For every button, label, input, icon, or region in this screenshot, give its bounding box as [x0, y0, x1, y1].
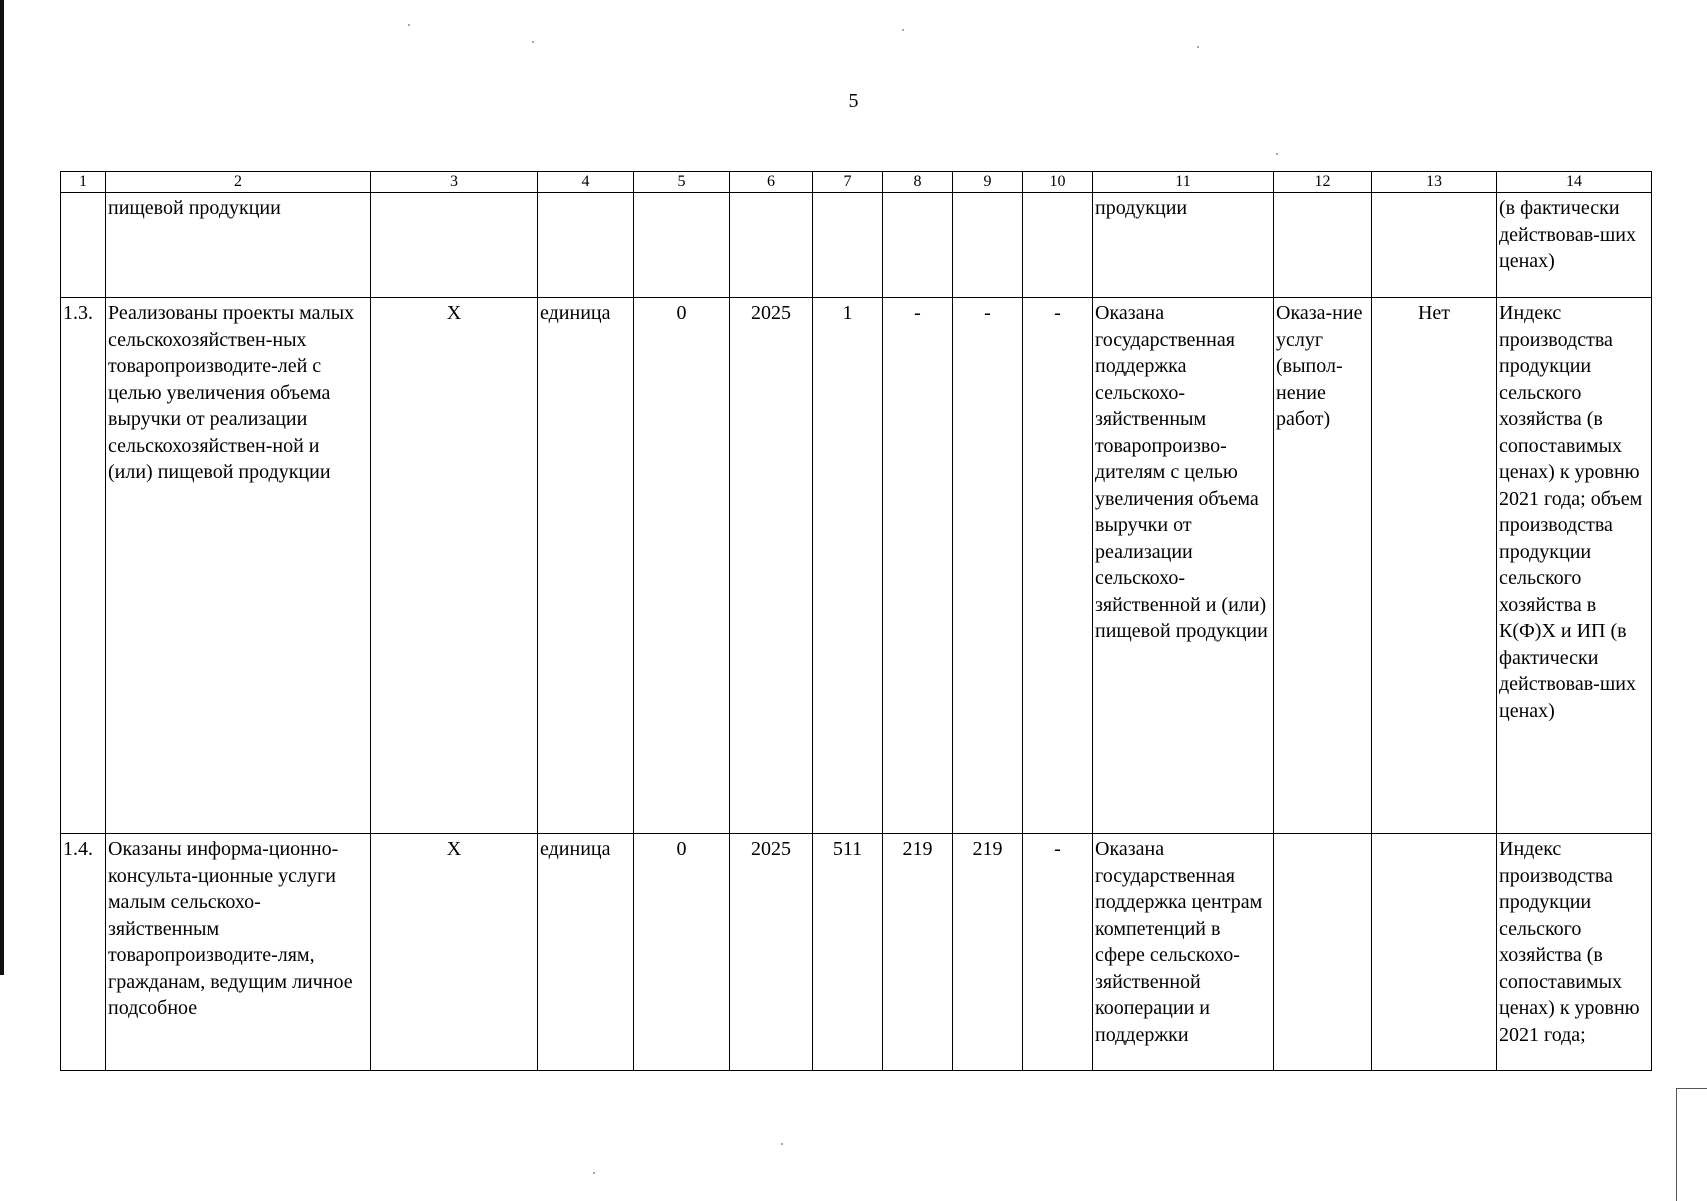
cell-col13: Нет: [1372, 298, 1497, 834]
cell-indicator: (в фактически действовав-ших ценах): [1497, 193, 1652, 298]
cell-col13: [1372, 193, 1497, 298]
column-header: 10: [1023, 172, 1093, 193]
cell-characteristic: Оказана государственная поддержка центрам компетенций в сфере сельскохо-зяйственной кооперации и поддержки: [1093, 834, 1274, 1071]
cell-col8: -: [883, 298, 953, 834]
cell-unit: единица: [538, 834, 634, 1071]
cell-characteristic: Оказана государственная поддержка сельскохо-зяйственным товаропроизво-дителям с целью увеличения объема выручки от реализации сельскохо-зяйственной и (или) пищевой продукции: [1093, 298, 1274, 834]
cell-indicator: Индекс производства продукции сельского хозяйства (в сопоставимых ценах) к уровню 2021 года; объем производства продукции сельского хозяйства в К(Ф)Х и ИП (в фактически действовав-ших ценах): [1497, 298, 1652, 834]
scan-speck: [1197, 46, 1199, 48]
cell-result-name: Реализованы проекты малых сельскохозяйствен-ных товаропроизводите-лей с целью увеличения объема выручки от реализации сельскохозяйствен-ной и (или) пищевой продукции: [106, 298, 371, 834]
column-header: 14: [1497, 172, 1652, 193]
column-header: 9: [953, 172, 1023, 193]
table-row: [61, 834, 1652, 1071]
cell-year: [730, 193, 813, 298]
cell-col13: [1372, 834, 1497, 1071]
column-header: 8: [883, 172, 953, 193]
scan-speck: [532, 41, 534, 43]
cell-type: Оказа-ние услуг (выпол-нение работ): [1274, 298, 1372, 834]
cell-result-name: пищевой продукции: [106, 193, 371, 298]
cell-base-value: [634, 193, 730, 298]
column-header: 4: [538, 172, 634, 193]
cell-type: [1274, 834, 1372, 1071]
cell-col7: 511: [813, 834, 883, 1071]
column-header: 11: [1093, 172, 1274, 193]
scan-speck: [1276, 153, 1278, 155]
cell-col9: -: [953, 298, 1023, 834]
cell-year: 2025: [730, 298, 813, 834]
cell-col10: -: [1023, 298, 1093, 834]
cell-col10: -: [1023, 834, 1093, 1071]
table-row: [61, 193, 1652, 298]
column-header: 12: [1274, 172, 1372, 193]
cell-base-value: 0: [634, 298, 730, 834]
cell-col3: X: [371, 834, 538, 1071]
cell-col3: X: [371, 298, 538, 834]
scan-edge-corner: [1676, 1088, 1707, 1201]
column-header: 5: [634, 172, 730, 193]
cell-col7: 1: [813, 298, 883, 834]
cell-indicator: Индекс производства продукции сельского хозяйства (в сопоставимых ценах) к уровню 2021 года;: [1497, 834, 1652, 1071]
column-header: 3: [371, 172, 538, 193]
cell-number: 1.4.: [61, 834, 106, 1071]
cell-characteristic: продукции: [1093, 193, 1274, 298]
column-number-row: [61, 172, 1652, 193]
column-header: 7: [813, 172, 883, 193]
scan-speck: [781, 1143, 783, 1145]
cell-unit: [538, 193, 634, 298]
cell-base-value: 0: [634, 834, 730, 1071]
scan-edge-left: [0, 0, 4, 975]
scan-speck: [902, 29, 904, 31]
cell-number: [61, 193, 106, 298]
scan-speck: [593, 1172, 595, 1174]
cell-col8: 219: [883, 834, 953, 1071]
cell-type: [1274, 193, 1372, 298]
scan-speck: [408, 24, 410, 26]
cell-unit: единица: [538, 298, 634, 834]
cell-year: 2025: [730, 834, 813, 1071]
cell-col3: [371, 193, 538, 298]
column-header: 2: [106, 172, 371, 193]
cell-col9: 219: [953, 834, 1023, 1071]
cell-col8: [883, 193, 953, 298]
column-header: 13: [1372, 172, 1497, 193]
table-row: [61, 298, 1652, 834]
column-header: 1: [61, 172, 106, 193]
cell-result-name: Оказаны информа-ционно-консульта-ционные услуги малым сельскохо-зяйственным товаропроизводите-лям, гражданам, ведущим личное подсобное: [106, 834, 371, 1071]
cell-col10: [1023, 193, 1093, 298]
data-table: [60, 171, 1652, 1071]
column-header: 6: [730, 172, 813, 193]
page-number: 5: [848, 90, 859, 112]
cell-col9: [953, 193, 1023, 298]
cell-col7: [813, 193, 883, 298]
cell-number: 1.3.: [61, 298, 106, 834]
